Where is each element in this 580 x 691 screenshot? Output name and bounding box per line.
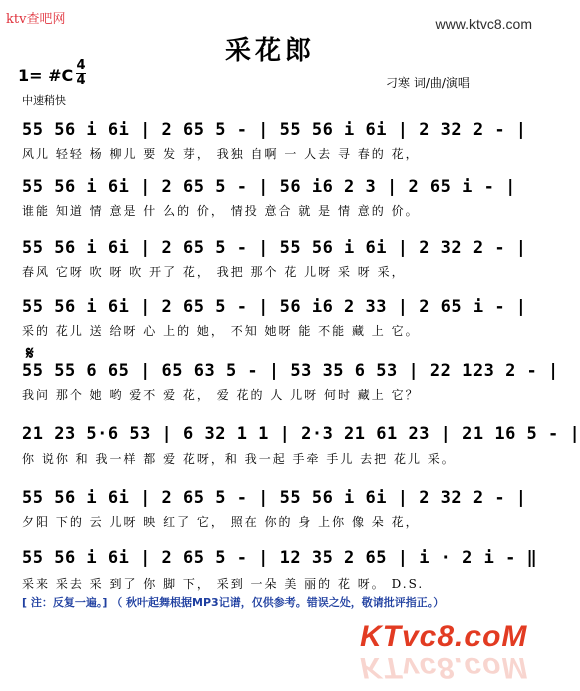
- site-watermark-right: www.ktvc8.com: [435, 16, 532, 32]
- notation-row-7: 55 56 i 6i | 2 65 5 - | 55 56 i 6i | 2 32 2 - |: [22, 488, 527, 508]
- notation-row-2: 55 56 i 6i | 2 65 5 - | 56 i6 2 3 | 2 65 i - |: [22, 177, 516, 197]
- lyric-row-6: 你 说你 和 我一样 都 爱 花呀，和 我一起 手牵 手儿 去把 花儿 采。: [22, 452, 456, 466]
- notation-row-5: 55 55 6 65 | 65 63 5 - | 53 35 6 53 | 22 123 2 - |: [22, 361, 559, 381]
- key-signature: 1= #C: [18, 66, 74, 85]
- segno-sign: 𝄋: [26, 343, 34, 364]
- notation-row-8: 55 56 i 6i | 2 65 5 - | 12 35 2 65 | i · 2 i - ‖: [22, 548, 538, 568]
- lyric-row-3: 春风 它呀 吹 呀 吹 开了 花， 我把 那个 花 儿呀 采 呀 采，: [22, 265, 406, 279]
- site-logo-reflection: KTvc8.coM: [360, 651, 528, 684]
- time-signature: [76, 60, 86, 87]
- footnote: [ 注：反复一遍。] （ 秋叶起舞根据MP3记谱，仅供参考。错误之处，敬请批评指正。）: [22, 596, 445, 609]
- time-signature-top: 4: [76, 58, 86, 73]
- notation-row-3: 55 56 i 6i | 2 65 5 - | 55 56 i 6i | 2 32 2 - |: [22, 238, 527, 258]
- site-logo: [360, 620, 528, 684]
- site-logo-text: KTvc8.coM: [360, 620, 528, 653]
- credit-line: 刁寒 词/曲/演唱: [386, 76, 470, 90]
- site-watermark-left: ktv查吧网: [6, 12, 66, 27]
- lyric-row-1: 风儿 轻轻 杨 柳儿 要 发 芽， 我独 自啊 一 人去 寻 春的 花，: [22, 147, 420, 161]
- notation-row-6: 21 23 5·6 53 | 6 32 1 1 | 2·3 21 61 23 | 21 16 5 - |: [22, 424, 580, 444]
- time-signature-bottom: 4: [76, 73, 86, 88]
- lyric-row-5: 我问 那个 她 哟 爱不 爱 花， 爱 花的 人 儿呀 何时 藏上 它？: [22, 388, 420, 402]
- tempo-marking: 中速稍快: [22, 94, 66, 107]
- lyric-row-4: 采的 花儿 送 给呀 心 上的 她， 不知 她呀 能 不能 藏 上 它。: [22, 324, 420, 338]
- notation-row-1: 55 56 i 6i | 2 65 5 - | 55 56 i 6i | 2 32 2 - |: [22, 120, 527, 140]
- song-title: 采花郎: [224, 36, 315, 66]
- lyric-row-7: 夕阳 下的 云 儿呀 映 红了 它， 照在 你的 身 上你 像 朵 花，: [22, 515, 420, 529]
- lyric-row-8: 采来 采去 采 到了 你 脚 下， 采到 一朵 美 丽的 花 呀。 D.S.: [22, 577, 425, 591]
- lyric-row-2: 谁能 知道 情 意是 什 么的 价， 情投 意合 就 是 情 意的 价。: [22, 204, 420, 218]
- notation-row-4: 55 56 i 6i | 2 65 5 - | 56 i6 2 33 | 2 65 i - |: [22, 297, 527, 317]
